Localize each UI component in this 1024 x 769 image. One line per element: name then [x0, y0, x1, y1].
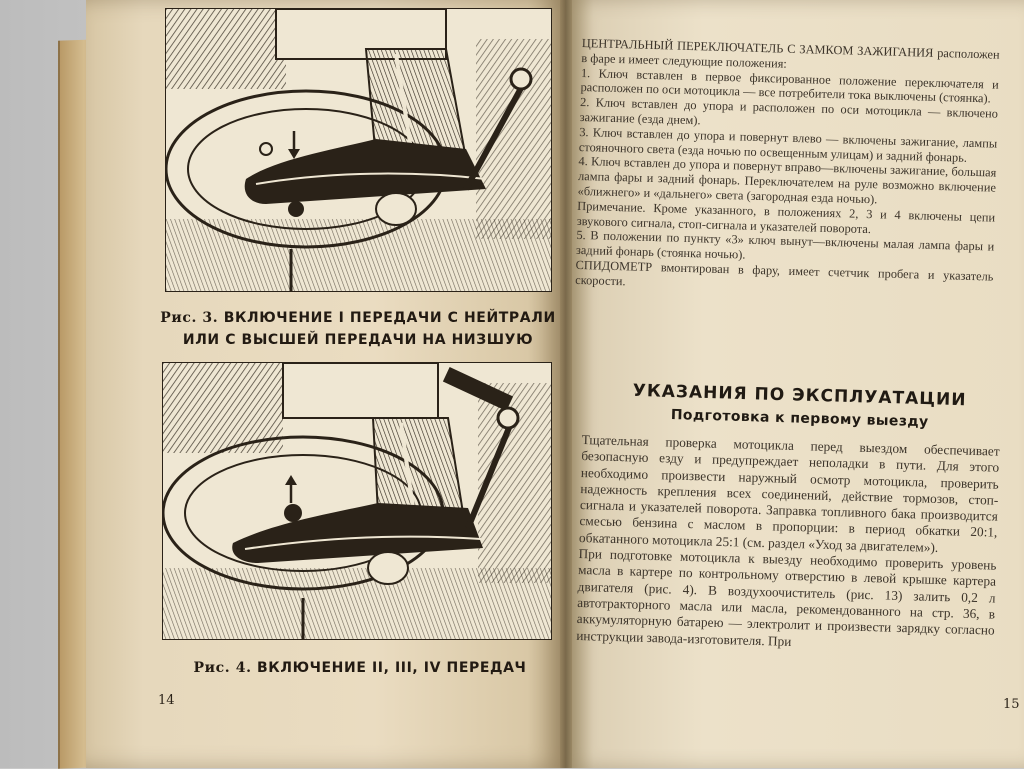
first-ride-preparation-text: Тщательная проверка мотоцикла перед выездом обеспечивает безопасную езду и предупреждает неполадки в пути. Для этого необходимо произвести наружный осмотр мотоцикла, проверить надежность крепления всех соединений, действие тормозов, стоп-сигнала и указателей поворота. Заправка топливного бака производится смесью бензина с маслом в пропорции: в период обкатки 20:1, обкатанного мотоцикла 25:1 (см. раздел «Уход за двигателем»). При подготовке мотоцикла к выезду необходимо проверить уровень масла в картере по контрольному отверстию в левой крышке картера двигателя (рис. 4). В воздухоочиститель (рис. 13) залить 0,2 л автотракторного масла или масла, рекомендованного на стр. 36, в аккумуляторную батарею — электролит и произвести зарядку согласно инструкции завода-изготовителя. При [576, 432, 1000, 649]
section-subheading: Подготовка к первому выезду [670, 406, 929, 431]
section-heading: УКАЗАНИЯ ПО ЭКСПЛУАТАЦИИ [632, 380, 967, 411]
figure-3-caption-line-2: ИЛИ С ВЫСШЕЙ ПЕРЕДАЧИ НА НИЗШУЮ [182, 332, 534, 348]
figure-3-label: Рис. 3. [160, 310, 219, 326]
ignition-switch-description: ЦЕНТРАЛЬНЫЙ ПЕРЕКЛЮЧАТЕЛЬ С ЗАМКОМ ЗАЖИГАНИЯ расположен в фаре и имеет следующие положения: 1. Ключ вставлен в первое фиксированное положение переключателя и расположен по оси мотоцикла — все потребители тока выключены (стоянка). 2. Ключ вставлен до упора и расположен по оси мотоцикла — включено зажигание (езда днем). 3. Ключ вставлен до упора и повернут влево — включены зажигание, лампы стояночного света (езда ночью по освещенным улицам) и задний фонарь. 4. Ключ вставлен до упора и повернут вправо—включены зажигание, большая лампа фары и задний фонарь. Переключателем на руле возможно включение «ближнего» и «дальнего» света (загородная езда ночью). Примечание. Кроме указанного, в положениях 2, 3 и 4 включены цепи звукового сигнала, стоп-сигнала и указателей поворота. 5. В положении по пункту «3» ключ вынут—включены малая лампа фары и задний фонарь (стоянка ночью). СПИДОМЕТР вмонтирован в фару, имеет счетчик пробега и указатель скорости. [574, 36, 1000, 289]
figure-3-illustration [165, 8, 552, 292]
figure-4-illustration [162, 362, 552, 640]
figure-4-caption-text: ВКЛЮЧЕНИЕ II, III, IV ПЕРЕДАЧ [257, 660, 527, 676]
figure-4-label: Рис. 4. [193, 660, 252, 676]
right-page-number: 15 [1003, 697, 1020, 712]
figure-3-caption-line-1 [158, 310, 558, 326]
left-page-number: 14 [158, 693, 175, 708]
figure-3-caption-text: ВКЛЮЧЕНИЕ I ПЕРЕДАЧИ С НЕЙТРАЛИ [223, 310, 556, 326]
book-spine [560, 0, 572, 768]
figure-4-caption [160, 660, 560, 676]
